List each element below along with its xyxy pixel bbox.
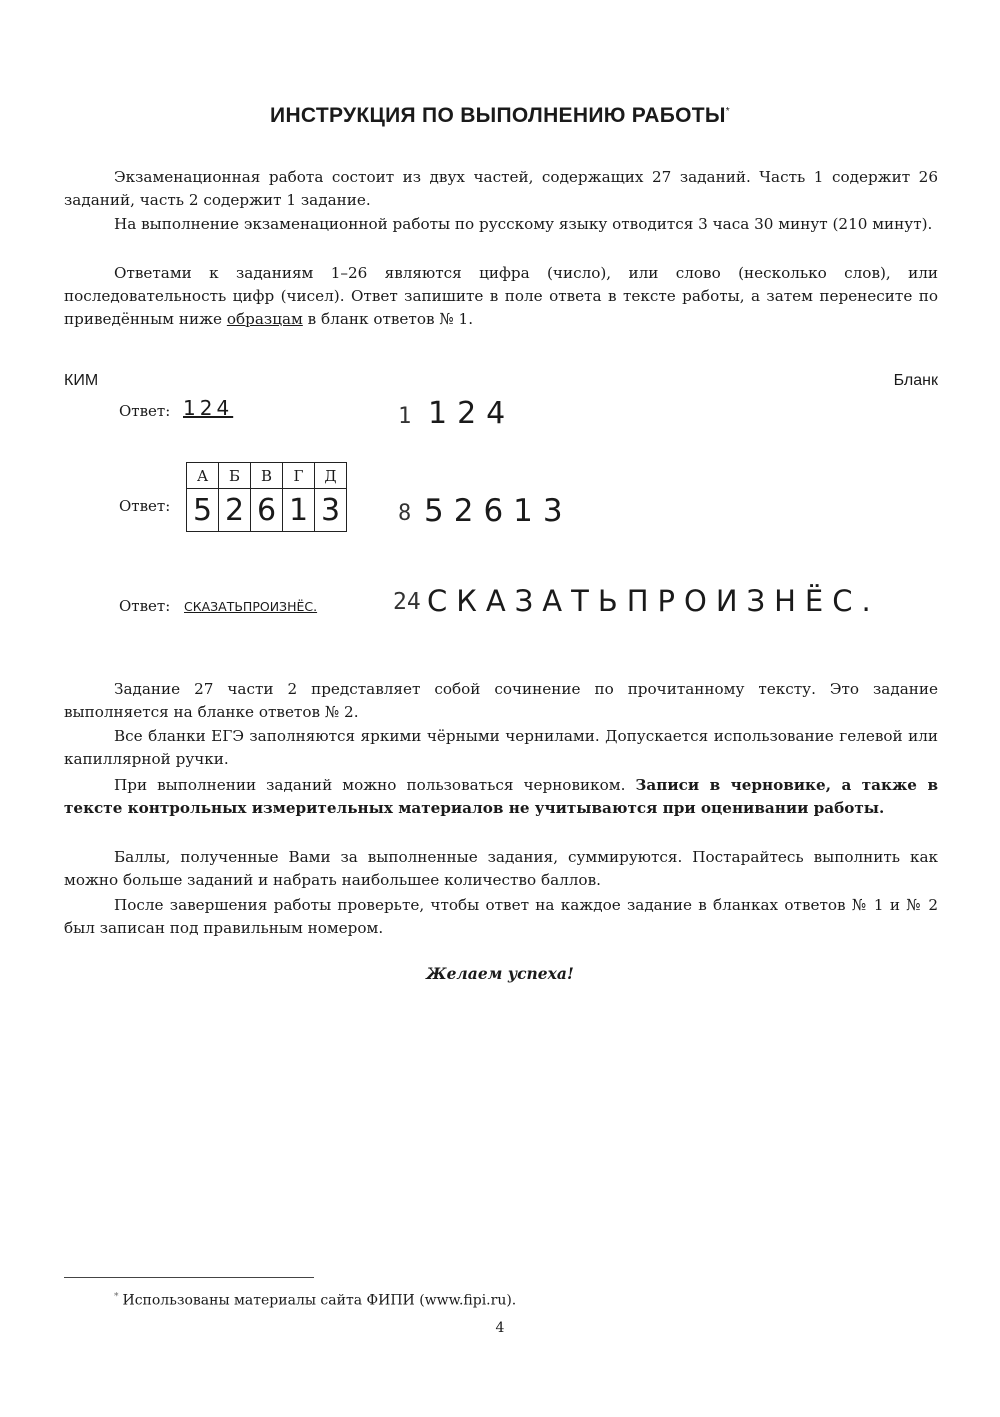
answer-grid xyxy=(186,462,347,532)
footnote-divider xyxy=(64,1277,314,1278)
title-text: ИНСТРУКЦИЯ ПО ВЫПОЛНЕНИЮ РАБОТЫ xyxy=(270,104,726,127)
blank-answer-value: 124 xyxy=(428,396,516,431)
kim-answer-value: СКАЗАТЬПРОИЗНЁС. xyxy=(184,599,318,614)
grid-value-cell: 5 xyxy=(187,489,219,532)
grid-header-cell: Д xyxy=(315,463,347,489)
page-number: 4 xyxy=(495,1320,505,1336)
grid-header-cell: Г xyxy=(283,463,315,489)
kim-answer-value: 124 xyxy=(183,396,234,420)
grid-value-cell: 6 xyxy=(251,489,283,532)
grid-value-row xyxy=(187,489,347,532)
page-title xyxy=(0,104,1000,128)
kim-label: КИМ xyxy=(64,372,99,389)
answer-label: Ответ: xyxy=(119,497,171,515)
rules-paragraph-1: Задание 27 части 2 представляет собой сочинение по прочитанному тексту. Это задание выполняется на бланке ответов № 2. xyxy=(64,680,938,721)
samples-link[interactable]: образцам xyxy=(226,310,303,328)
blank-answer-value: 52613 xyxy=(424,493,573,529)
grid-header-cell: Б xyxy=(219,463,251,489)
footnote-text: Использованы материалы сайта ФИПИ (www.fipi.ru). xyxy=(122,1292,517,1309)
rules-paragraph-4: Баллы, полученные Вами за выполненные задания, суммируются. Постарайтесь выполнить как можно больше заданий и набрать наибольшее количество баллов. xyxy=(64,848,938,889)
blank-task-number: 8 xyxy=(398,501,412,526)
grid-value-cell: 2 xyxy=(219,489,251,532)
answer-label: Ответ: xyxy=(119,402,171,420)
rules-paragraph-3: При выполнении заданий можно пользоваться черновиком. Записи в черновике, а также в тексте контрольных измерительных материалов не учитываются при оценивании работы. xyxy=(64,776,938,817)
grid-header-row xyxy=(187,463,347,489)
answer-label: Ответ: xyxy=(119,597,171,615)
grid-value-cell: 1 xyxy=(283,489,315,532)
blank-answer-value: СКАЗАТЬПРОИЗНЁС. xyxy=(427,584,880,618)
blank-label: Бланк xyxy=(893,372,938,389)
grid-value-cell: 3 xyxy=(315,489,347,532)
rules-bold-note: Записи в черновике, а также в тексте контрольных измерительных материалов не учитываются при оценивании работы. xyxy=(64,776,938,817)
footnote xyxy=(114,1292,516,1309)
grid-header-cell: А xyxy=(187,463,219,489)
intro-paragraph-3: Ответами к заданиям 1–26 являются цифра (число), или слово (несколько слов), или последовательность цифр (чисел). Ответ запишите в поле ответа в тексте работы, а затем перенесите по приведённым ниже образцам в бланк ответов № 1. xyxy=(64,264,938,328)
blank-task-number: 1 xyxy=(398,404,412,429)
footnote-mark: * xyxy=(114,1292,119,1302)
closing-wish: Желаем успеха! xyxy=(426,964,574,983)
rules-paragraph-5: После завершения работы проверьте, чтобы ответ на каждое задание в бланках ответов № 1 и № 2 был записан под правильным номером. xyxy=(64,896,938,937)
intro-paragraph-2: На выполнение экзаменационной работы по русскому языку отводится 3 часа 30 минут (210 минут). xyxy=(114,215,933,233)
blank-task-number: 24 xyxy=(393,589,421,615)
grid-header-cell: В xyxy=(251,463,283,489)
title-footnote-mark: * xyxy=(725,106,730,117)
intro-paragraph-1: Экзаменационная работа состоит из двух частей, содержащих 27 заданий. Часть 1 содержит 26 заданий, часть 2 содержит 1 задание. xyxy=(64,168,938,209)
rules-paragraph-2: Все бланки ЕГЭ заполняются яркими чёрными чернилами. Допускается использование гелевой или капиллярной ручки. xyxy=(64,727,938,768)
